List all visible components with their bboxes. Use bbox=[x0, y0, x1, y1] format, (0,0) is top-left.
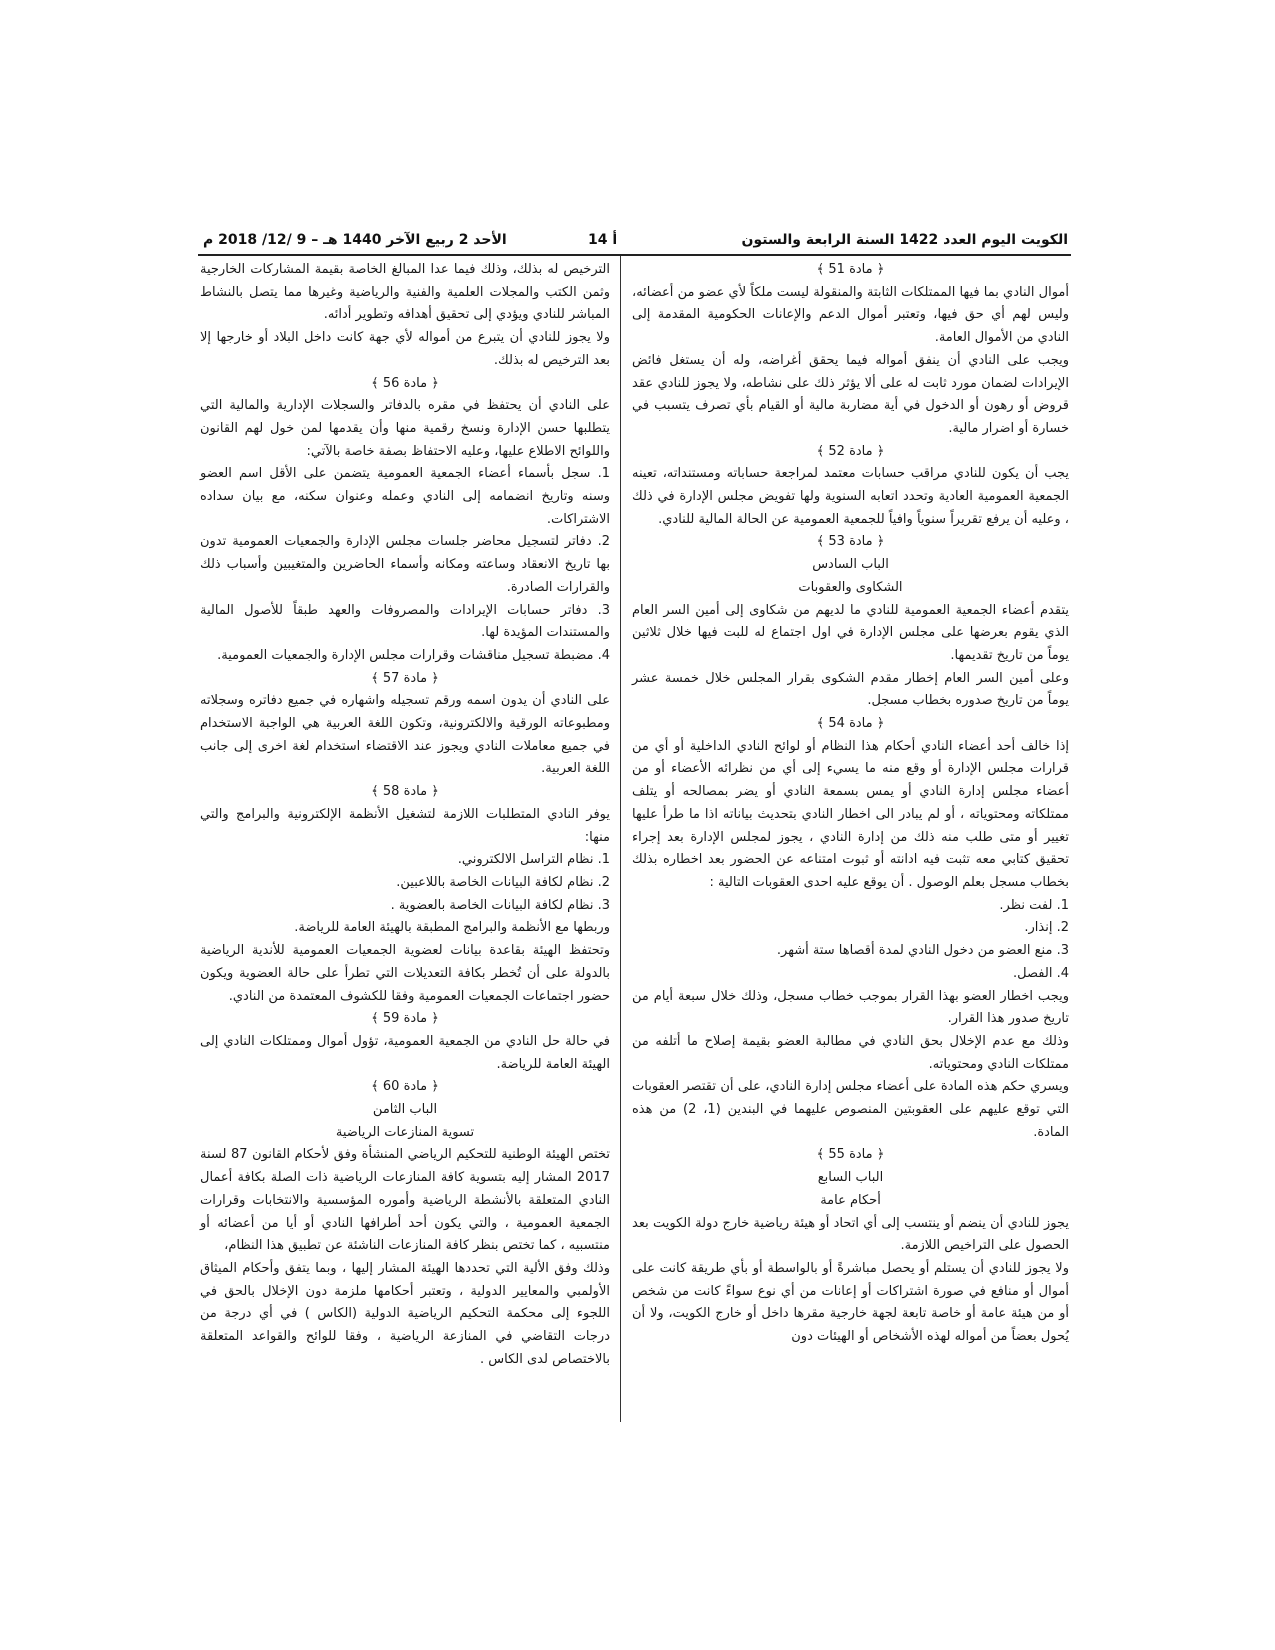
paragraph: ويجب اخطار العضو بهذا القرار بموجب خطاب مسجل، وذلك خلال سبعة أيام من تاريخ صدور هذا القرار. bbox=[632, 988, 1069, 1027]
article-heading: ﴿ مادة 52 ﴾ bbox=[816, 443, 885, 459]
paragraph: وربطها مع الأنظمة والبرامج المطبقة بالهيئة العامة للرياضة. bbox=[294, 920, 610, 936]
paragraph: إذا خالف أحد أعضاء النادي أحكام هذا النظام أو لوائح النادي الداخلية أو أي من قرارات مجلس الإدارة أو وقع منه ما يسيء إلى أي من نظرائه الأعضاء أو من أعضاء مجلس إدارة النادي أو يمس بسمعة النادي أو يضر بمصالحه أو يتلف ممتلكاته ومحتوياته ، أو لم يبادر الى اخطار النادي بتحديث بياناته اذا ما طرأ عليها تغيير أو متى طلب منه ذلك من إدارة النادي ، يجوز لمجلس الإدارة بعد إجراء تحقيق كتابي معه تثبت فيه ادانته أو ثبوت امتناعه عن الحضور بعد اخطاره بذلك بخطاب مسجل بعلم الوصول . أن يوقع عليه احدى العقوبات التالية : bbox=[632, 738, 1069, 890]
paragraph: وتحتفظ الهيئة بقاعدة بيانات لعضوية الجمعيات العمومية للأندية الرياضية بالدولة على أن تُخطر بكافة التعديلات التي تطرأ على حالة العضوية ويكون حضور اجتماعات الجمعيات العمومية وفقا للكشوف المعتمدة من النادي. bbox=[200, 943, 610, 1004]
article-heading: ﴿ مادة 59 ﴾ bbox=[371, 1011, 439, 1027]
right-column bbox=[632, 259, 1069, 1349]
article-heading: ﴿ مادة 55 ﴾ bbox=[816, 1147, 885, 1163]
list-item: 3. منع العضو من دخول النادي لمدة أقصاها ستة أشهر. bbox=[776, 943, 1069, 959]
article-heading: ﴿ مادة 60 ﴾ bbox=[371, 1079, 439, 1095]
paragraph: أموال النادي بما فيها الممتلكات الثابتة والمنقولة ليست ملكاً لأي عضو من أعضائه، وليس لهم أي حق فيها، وتعتبر أموال الدعم والإعانات الحكومية المقدمة إلى النادي من الأموال العامة. bbox=[632, 284, 1069, 346]
chapter-heading: الباب السابع bbox=[817, 1170, 884, 1186]
list-item: 4. الفصل. bbox=[1013, 965, 1069, 981]
page-number: أ 14 bbox=[588, 232, 618, 248]
chapter-heading: تسوية المنازعات الرياضية bbox=[335, 1124, 475, 1140]
paragraph: يجوز للنادي أن ينضم أو ينتسب إلى أي اتحاد أو هيئة رياضية خارج دولة الكويت بعد الحصول على التراخيص اللازمة. bbox=[632, 1215, 1069, 1254]
list-item: 1. لفت نظر. bbox=[999, 897, 1069, 913]
chapter-heading: الباب الثامن bbox=[372, 1102, 438, 1118]
article-heading: ﴿ مادة 56 ﴾ bbox=[371, 375, 439, 391]
paragraph: على النادي أن يدون اسمه ورقم تسجيله واشهاره في جميع دفاتره وسجلاته ومطبوعاته الورقية والالكترونية، وتكون اللغة العربية هي الواجبة الاستخدام في جميع معاملات النادي ويجوز عند الاقتضاء استخدام لغة اخرى إلى جانب اللغة العربية. bbox=[200, 693, 610, 777]
paragraph: يتقدم أعضاء الجمعية العمومية للنادي ما لديهم من شكاوى إلى أمين السر العام الذي يقوم بعرضها على مجلس الإدارة في اول اجتماع له للبت فيها خلال ثلاثين يوماً من تاريخ تقديمها. bbox=[632, 602, 1069, 663]
list-item: 2. إنذار. bbox=[1024, 920, 1069, 936]
list-item: 1. نظام التراسل الالكتروني. bbox=[457, 852, 610, 868]
chapter-heading: الباب السادس bbox=[812, 557, 889, 573]
paragraph: وذلك وفق الألية التي تحددها الهيئة المشار إليها ، وبما يتفق وأحكام الميثاق الأولمبي والمعايير الدولية ، وتعتبر أحكامها ملزمة دون الإخلال بالحق في اللجوء إلى محكمة التحكيم الرياضية الدولية (الكاس ) في أي درجة من درجات التقاضي في المنازعة الرياضية ، وفقا للوائح والقواعد المتعلقة بالاختصاص لدى الكاس . bbox=[200, 1260, 610, 1367]
article-heading: ﴿ مادة 54 ﴾ bbox=[816, 716, 885, 732]
article-heading: ﴿ مادة 57 ﴾ bbox=[371, 670, 439, 686]
list-item: 1. سجل بأسماء أعضاء الجمعية العمومية يتضمن على الأقل اسم العضو وسنه وتاريخ انضمامه إلى النادي وعمله وعنوان سكنه، مع بيان سداده الاشتراكات. bbox=[200, 466, 610, 527]
paragraph: ولا يجوز للنادي أن يتبرع من أمواله لأي جهة كانت داخل البلاد أو خارجها إلا بعد الترخيص له بذلك. bbox=[200, 330, 610, 368]
paragraph: ويجب على النادي أن ينفق أمواله فيما يحقق أغراضه، وله أن يستغل فائض الإيرادات لضمان مورد ثابت له على ألا يؤثر ذلك على نشاطه، ولا يجوز للنادي عقد قروض أو رهون أو الدخول في أية مضاربة مالية أو القيام بأي تصرف يتسبب في خسارة أو اضرار مالية. bbox=[632, 352, 1069, 436]
list-item: 4. مضبطة تسجيل مناقشات وقرارات مجلس الإدارة والجمعيات العمومية. bbox=[217, 647, 610, 663]
article-heading: ﴿ مادة 58 ﴾ bbox=[371, 784, 439, 800]
paragraph: وعلى أمين السر العام إخطار مقدم الشكوى بقرار المجلس خلال خمسة عشر يوماً من تاريخ صدوره بخطاب مسجل. bbox=[632, 670, 1069, 709]
paragraph: تختص الهيئة الوطنية للتحكيم الرياضي المنشأة وفق لأحكام القانون 87 لسنة 2017 المشار إليه بتسوية كافة المنازعات الرياضية ذات الصلة بكافة أعمال النادي المتعلقة بالأنشطة الرياضية وأموره المؤسسية والانتخابات وقرارات الجمعية العمومية ، والتي يكون أحد أطرافها النادي أو أيا من أعضائه أو منتسبيه ، كما تختص بنظر كافة المنازعات الناشئة عن تطبيق هذا النظام، bbox=[200, 1147, 610, 1254]
paragraph: يجب أن يكون للنادي مراقب حسابات معتمد لمراجعة حساباته ومستنداته، تعينه الجمعية العمومية العادية وتحدد اتعابه السنوية ولها تفويض مجلس الإدارة في ذلك ، وعليه أن يرفع تقريراً سنوياً وافياً للجمعية العمومية عن الحالة المالية للنادي. bbox=[632, 466, 1069, 527]
issue-date: الأحد 2 ربيع الآخر 1440 هـ – 9 /12/ 2018 م bbox=[203, 232, 507, 248]
chapter-heading: أحكام عامة bbox=[820, 1192, 881, 1208]
paragraph: ولا يجوز للنادي أن يستلم أو يحصل مباشرةً أو بالواسطة أو بأي طريقة كانت على أموال أو منافع في صورة اشتراكات أو إعانات من أي نوع سواءً كانت من شخص أو من هيئة عامة أو خاصة تابعة لجهة خارجية مقرها داخل أو خارج الكويت، ولا أن يُحول بعضاً من أمواله لهذه الأشخاص أو الهيئات دون bbox=[632, 1260, 1069, 1345]
paragraph: يوفر النادي المتطلبات اللازمة لتشغيل الأنظمة الإلكترونية والبرامج والتي منها: bbox=[200, 806, 610, 845]
list-item: 3. دفاتر حسابات الإيرادات والمصروفات والعهد طبقاً للأصول المالية والمستندات المؤيدة لها. bbox=[200, 602, 610, 641]
publication-header: الكويت اليوم العدد 1422 السنة الرابعة والستون bbox=[741, 232, 1068, 248]
paragraph: على النادي أن يحتفظ في مقره بالدفاتر والسجلات الإدارية والمالية التي يتطلبها حسن الإدارة ونسخ رقمية منها وأن يقدمها لمن خول لهم القانون واللوائح الاطلاع عليها، وعليه الاحتفاظ بصفة خاصة بالآتي: bbox=[200, 398, 610, 459]
article-heading: ﴿ مادة 53 ﴾ bbox=[816, 534, 885, 550]
list-item: 2. نظام لكافة البيانات الخاصة باللاعبين. bbox=[396, 874, 610, 890]
header-rule bbox=[198, 254, 1071, 256]
paragraph: في حالة حل النادي من الجمعية العمومية، تؤول أموال وممتلكات النادي إلى الهيئة العامة للرياضة. bbox=[200, 1033, 610, 1072]
chapter-heading: الشكاوى والعقوبات bbox=[798, 579, 903, 595]
paragraph: الترخيص له بذلك، وذلك فيما عدا المبالغ الخاصة بقيمة المشاركات الخارجية وثمن الكتب والمجلات العلمية والفنية والرياضية وغيرها مما يتصل بالنشاط المباشر للنادي ويؤدي إلى تحقيق أهدافه وتطوير أدائه. bbox=[200, 262, 610, 323]
paragraph: وذلك مع عدم الإخلال بحق النادي في مطالبة العضو بقيمة إصلاح ما أتلفه من ممتلكات النادي ومحتوياته. bbox=[632, 1033, 1069, 1072]
article-heading: ﴿ مادة 51 ﴾ bbox=[816, 262, 885, 277]
list-item: 3. نظام لكافة البيانات الخاصة بالعضوية . bbox=[390, 897, 610, 913]
column-divider bbox=[620, 256, 621, 1422]
list-item: 2. دفاتر لتسجيل محاضر جلسات مجلس الإدارة والجمعيات العمومية تدون بها تاريخ الانعقاد وساعته ومكانه وأسماء الحاضرين والمتغيبين وأسباب ذلك والقرارات الصادرة. bbox=[200, 534, 610, 595]
paragraph: ويسري حكم هذه المادة على أعضاء مجلس إدارة النادي، على أن تقتصر العقوبات التي توقع عليهم على العقوبتين المنصوص عليهما في البندين (1، 2) من هذه المادة. bbox=[632, 1079, 1070, 1140]
left-column bbox=[200, 259, 610, 1371]
